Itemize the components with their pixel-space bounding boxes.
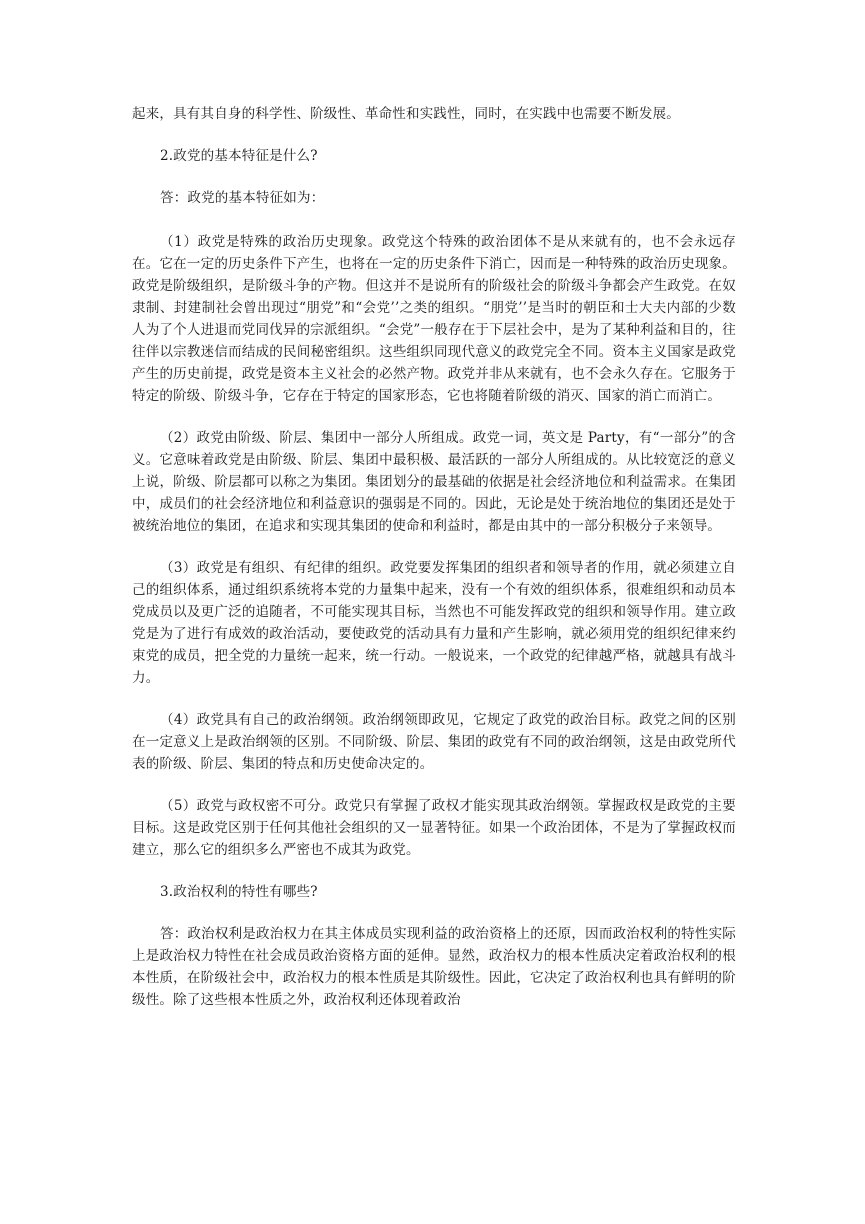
question-2-heading: 2.政党的基本特征是什么? — [160, 148, 318, 164]
paragraph-continuation: 起来，具有其自身的科学性、阶级性、革命性和实践性，同时，在实践中也需要不断发展。 — [132, 106, 680, 122]
answer-3-paragraph: 答：政治权利是政治权力在其主体成员实现利益的政治资格上的还原，因而政治权利的特性实际上是政治权力特性在社会成员政治资格方面的延伸。显然，政治权力的根本性质决定着政治权利的根本性质，在阶级社会中，政治权力的根本性质是其阶级性。因此，它决定了政治权利也具有鲜明的阶级性。除了这些根本性质之外，政治权利还体现着政治 — [132, 926, 736, 1008]
feature-5-paragraph: （5）政党与政权密不可分。政党只有掌握了政权才能实现其政治纲领。掌握政权是政党的主要目标。这是政党区别于任何其他社会组织的又一显著特征。如果一个政治团体，不是为了掌握政权而建立，那么它的组织多么严密也不成其为政党。 — [132, 798, 736, 858]
feature-3-paragraph: （3）政党是有组织、有纪律的组织。政党要发挥集团的组织者和领导者的作用，就必须建立自己的组织体系，通过组织系统将本党的力量集中起来，没有一个有效的组织体系，很难组织和动员本党成员以及更广泛的追随者，不可能实现其目标，当然也不可能发挥政党的组织和领导作用。建立政党是为了进行有成效的政治活动，要使政党的活动具有力量和产生影响，就必须用党的组织纪律来约束党的成员，把全党的力量统一起来，统一行动。一般说来，一个政党的纪律越严格，就越具有战斗力。 — [132, 560, 736, 686]
feature-2-paragraph: （2）政党由阶级、阶层、集团中一部分人所组成。政党一词，英文是 Party，有“一部分”的含义。它意味着政党是由阶级、阶层、集团中最积极、最活跃的一部分人所组成的。从比较宽泛的意义上说，阶级、阶层都可以称之为集团。集团划分的最基础的依据是社会经济地位和利益需求。在集团中，成员们的社会经济地位和利益意识的强弱是不同的。因此，无论是处于统治地位的集团还是处于被统治地位的集团，在追求和实现其集团的使命和利益时，都是由其中的一部分积极分子来领导。 — [132, 430, 736, 534]
feature-1-paragraph: （1）政党是特殊的政治历史现象。政党这个特殊的政治团体不是从来就有的，也不会永远存在。它在一定的历史条件下产生，也将在一定的历史条件下消亡，因而是一种特殊的政治历史现象。政党是阶级组织，是阶级斗争的产物。但这并不是说所有的阶级社会的阶级斗争都会产生政党。在奴隶制、封建制社会曾出现过“朋党”和“会党’’之类的组织。“朋党’’是当时的朝臣和士大夫内部的少数人为了个人进退而党同伐异的宗派组织。“会党”一般存在于下层社会中，是为了某种利益和目的，往往伴以宗教迷信而结成的民间秘密组织。这些组织同现代意义的政党完全不同。资本主义国家是政党产生的历史前提，政党是资本主义社会的必然产物。政党并非从来就有，也不会永久存在。它服务于特定的阶级、阶级斗争，它存在于特定的国家形态，它也将随着阶级的消灭、国家的消亡而消亡。 — [132, 234, 736, 404]
answer-2-intro: 答：政党的基本特征如为： — [160, 190, 325, 206]
feature-4-paragraph: （4）政党具有自己的政治纲领。政治纲领即政见，它规定了政党的政治目标。政党之间的区别在一定意义上是政治纲领的区别。不同阶级、阶层、集团的政党有不同的政治纲领，这是由政党所代表的阶级、阶层、集团的特点和历史使命决定的。 — [132, 712, 736, 772]
question-3-heading: 3.政治权利的特性有哪些? — [160, 884, 318, 900]
document-page — [132, 103, 736, 1011]
